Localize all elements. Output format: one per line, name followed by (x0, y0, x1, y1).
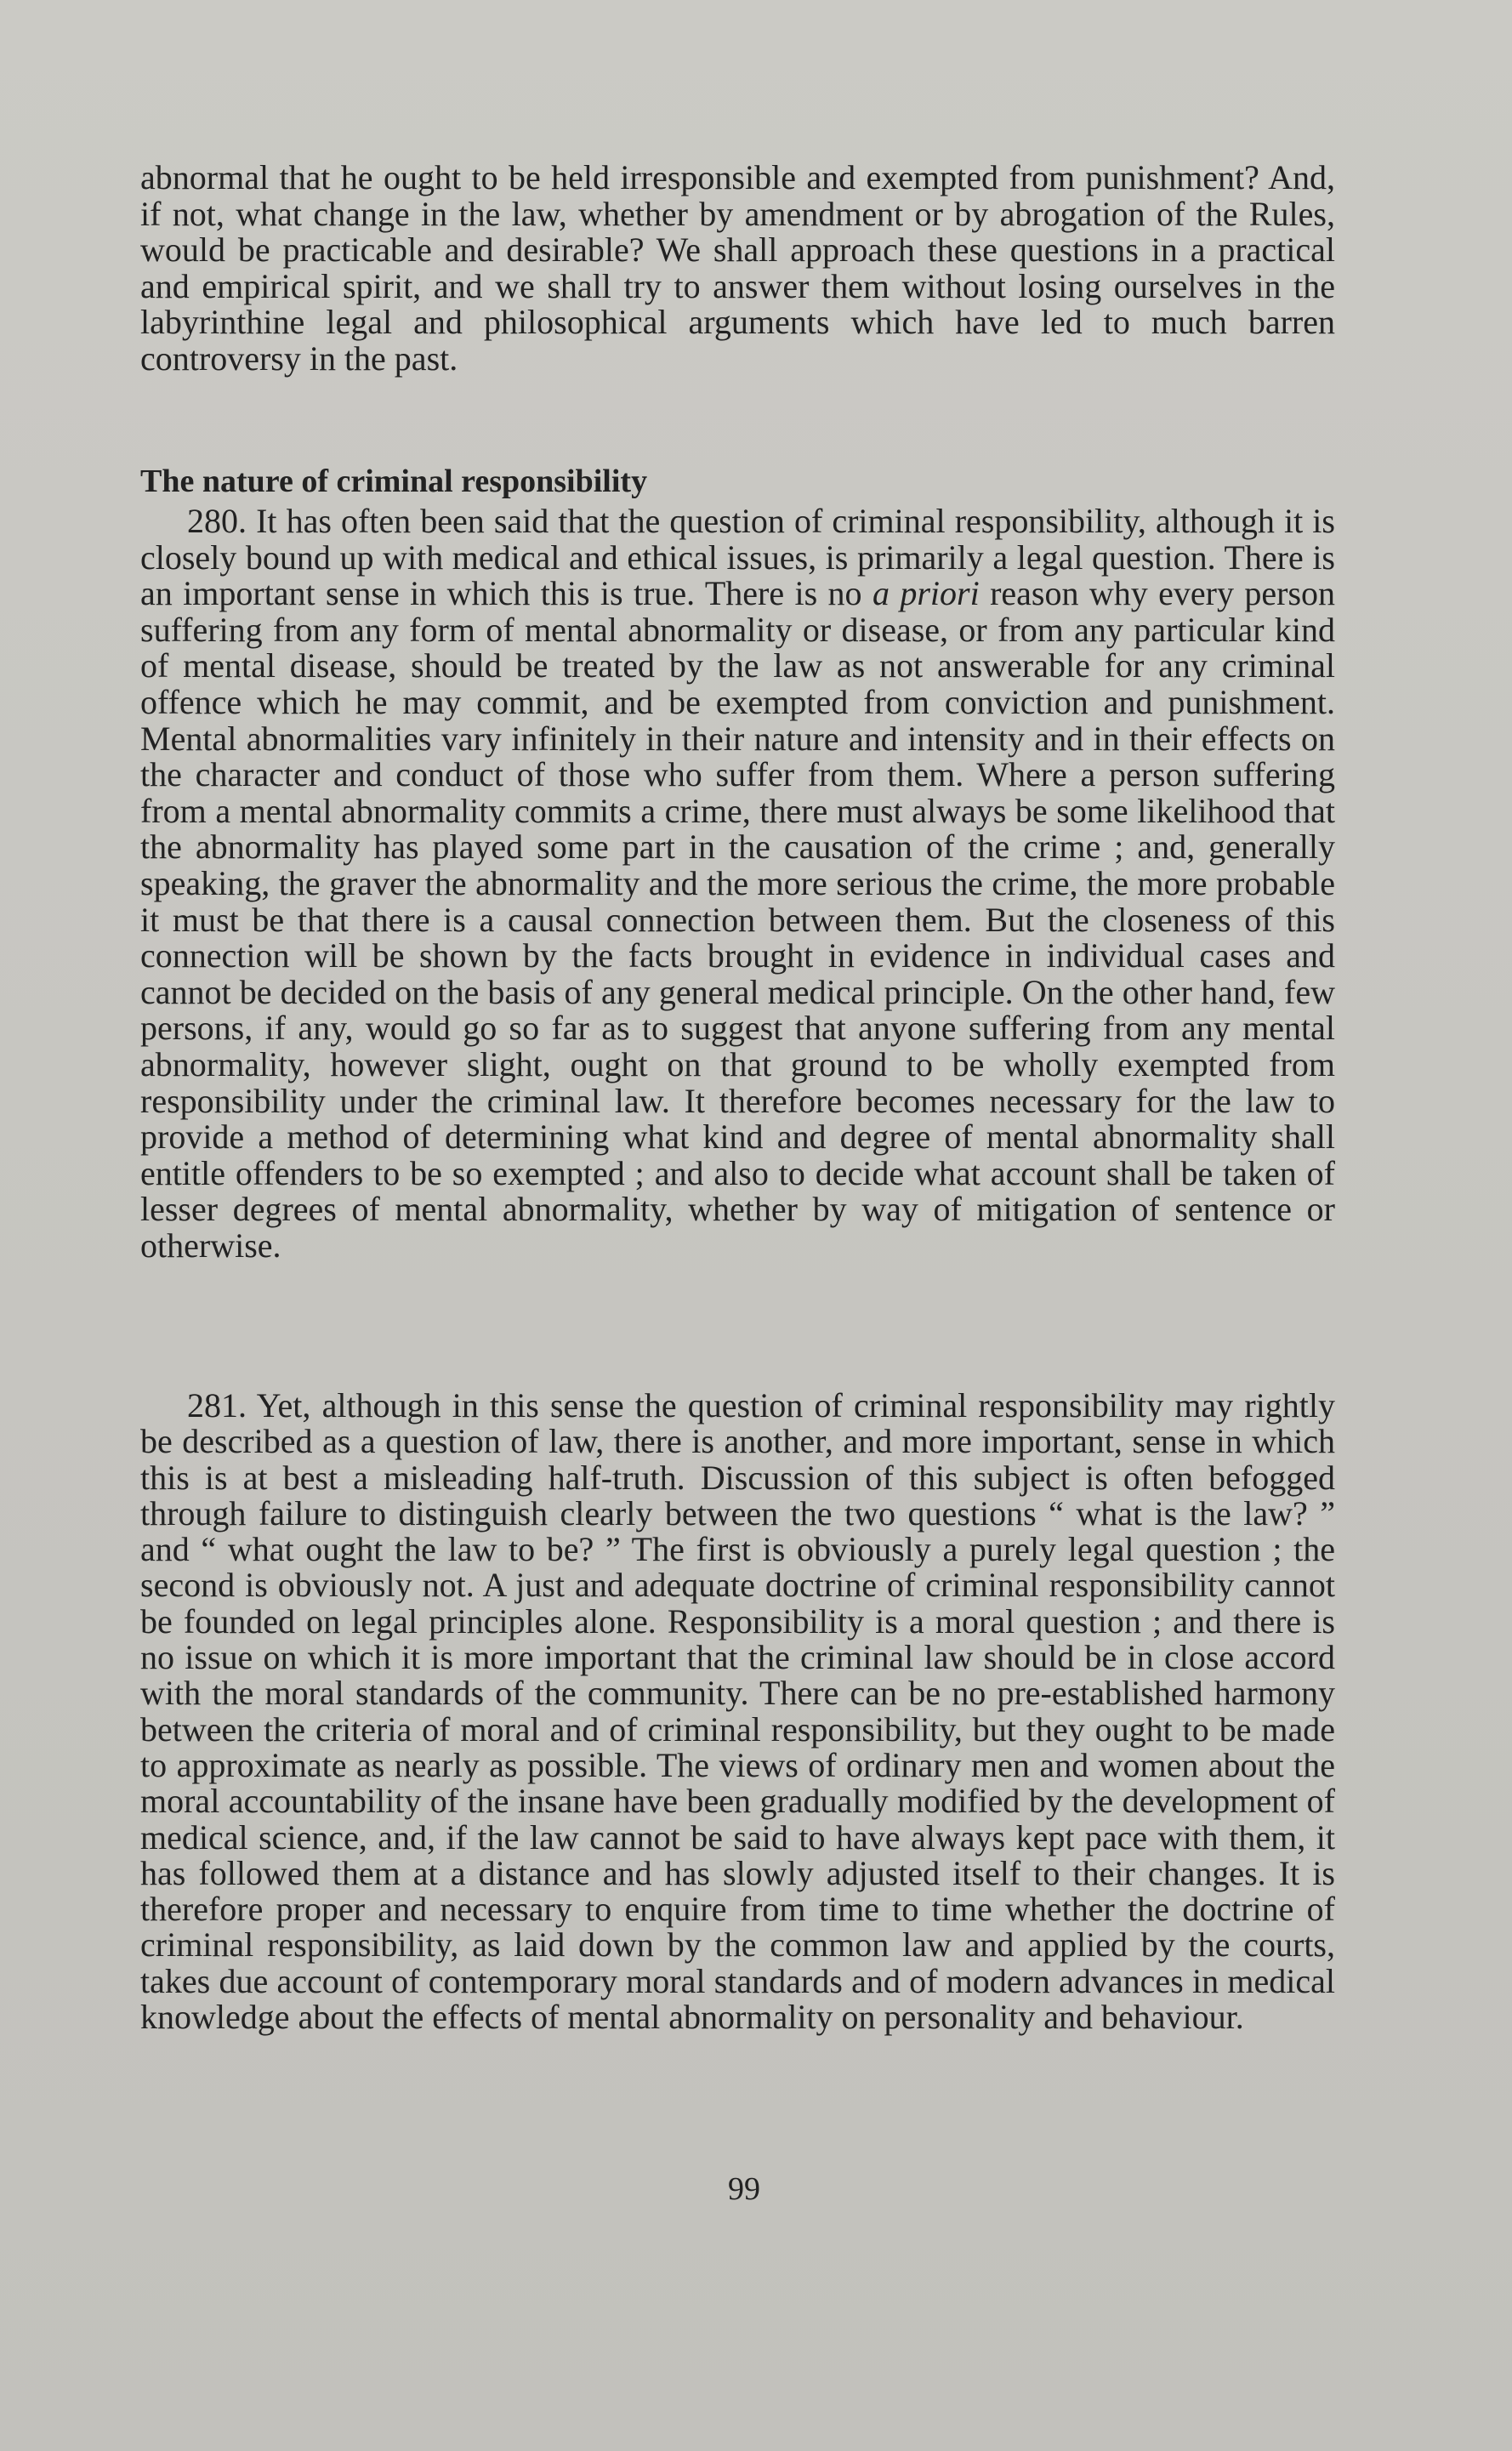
opening-paragraph (140, 160, 1335, 378)
a-priori-emphasis: a priori (872, 574, 980, 613)
paragraph-281 (140, 1388, 1335, 2035)
page-number: 99 (728, 2171, 760, 2207)
paragraph-280 (140, 503, 1335, 1264)
section-heading: The nature of criminal responsibility (140, 463, 648, 499)
paragraph-281-text: 281. Yet, although in this sense the question of criminal responsibility may rightly be described as a question of law, there is another, and more important, sense in which this is at best a misleading half-truth. Discussion of this subject is often befogged through failure to distinguish clearly between the two questions “ what is the law? ” and “ what ought the law to be? ” The first is obviously a purely legal question ; the second is obviously not. A just and adequate doctrine of criminal responsibility cannot be founded on legal principles alone. Responsibility is a moral question ; and there is no issue on which it is more important that the criminal law should be in close accord with the moral standards of the community. There can be no pre-established harmony between the criteria of moral and of criminal responsibility, but they ought to be made to approximate as nearly as possible. The views of ordinary men and women about the moral accountability of the insane have been gradually modified by the development of medical science, and, if the law cannot be said to have always kept pace with them, it has followed them at a distance and has slowly adjusted itself to their changes. It is therefore proper and necessary to enquire from time to time whether the doctrine of criminal responsibility, as laid down by the common law and applied by the courts, takes due account of contemporary moral standards and of modern advances in medical knowledge about the effects of mental abnormality on personality and behaviour. (140, 1386, 1335, 2037)
opening-paragraph-text: abnormal that he ought to be held irresponsible and exempted from punishment? And, if not, what change in the law, whether by amendment or by abrogation of the Rules, would be practicable and desirable? We shall approach these questions in a practical and empirical spirit, and we shall try to answer them without losing ourselves in the labyrinthine legal and philosophical arguments which have led to much barren controversy in the past. (140, 158, 1335, 378)
paragraph-280-text (140, 503, 1335, 1264)
paragraph-280-part-2: reason why every person suffering from any form of mental abnormality or disease, or from any particular kind of mental disease, should be treated by the law as not answerable for any criminal offence which he may commit, and be exempted from conviction and punishment. Mental abnormalities vary infinitely in their nature and intensity and in their effects on the character and conduct of those who suffer from them. Where a person suffering from a mental abnormality commits a crime, there must always be some likelihood that the abnormality has played some part in the causation of the crime ; and, generally speaking, the graver the abnormality and the more serious the crime, the more probable it must be that there is a causal connection between them. But the closeness of this connection will be shown by the facts brought in evidence in individual cases and cannot be decided on the basis of any general medical principle. On the other hand, few persons, if any, would go so far as to suggest that anyone suffering from any mental abnormality, however slight, ought on that ground to be wholly exempted from responsibility under the criminal law. It therefore becomes necessary for the law to provide a method of determining what kind and degree of mental abnormality shall entitle offenders to be so exempted ; and also to decide what account shall be taken of lesser degrees of mental abnormality, whether by way of mitigation of sentence or otherwise. (140, 574, 1336, 1265)
paragraph-280-part-1: 280. It has often been said that the question of criminal responsibility, although it is closely bound up with medical and ethical issues, is primarily a legal question. There is an important sense in which this is true. There is no (140, 502, 1335, 613)
